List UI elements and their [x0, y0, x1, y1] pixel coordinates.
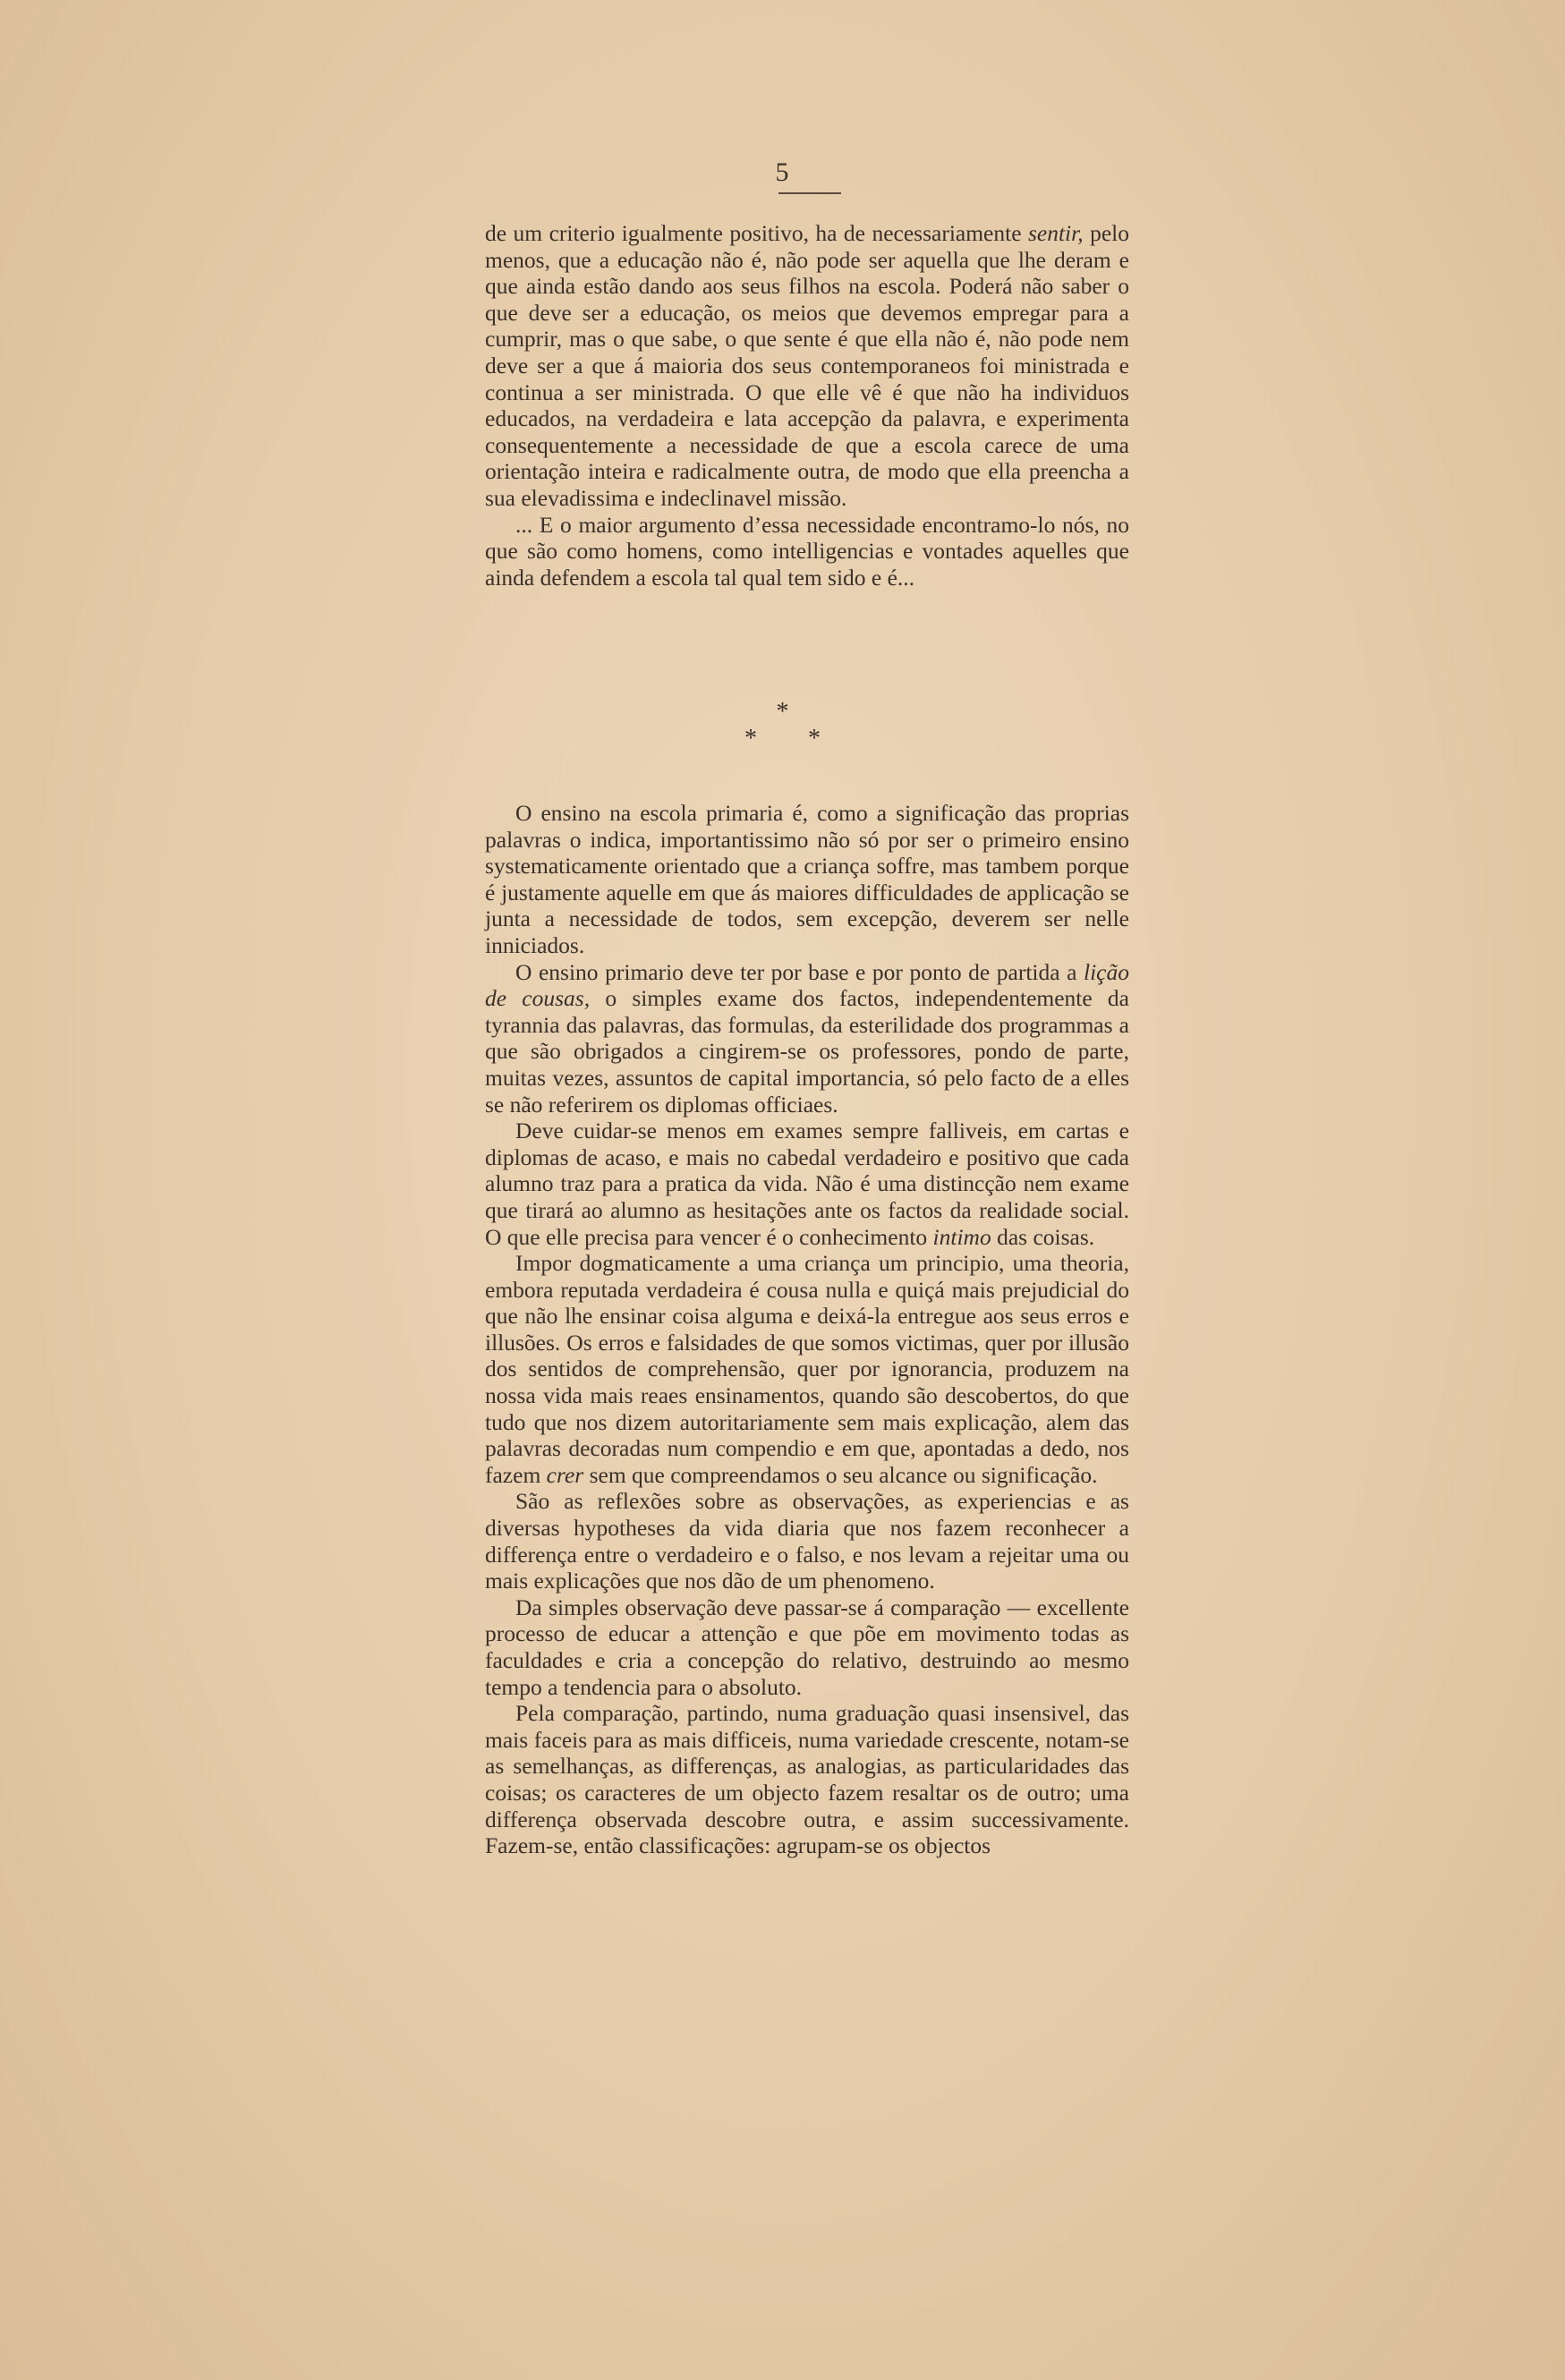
paragraph [485, 1118, 1129, 1250]
text-section-1 [485, 220, 1129, 591]
page-number: 5 [775, 157, 790, 187]
paragraph [485, 1250, 1129, 1488]
text-run: Da simples observação deve passar-se á comparação — excellente processo de educar a attenção e que põe em movimento todas as faculdades e cria a concepção do relativo, destruindo ao mesmo tempo a tendencia para o absoluto. [485, 1594, 1129, 1700]
text-run: Impor dogmaticamente a uma criança um principio, uma theoria, embora reputada verdadeira é cousa nulla e quiçá mais prejudicial do que não lhe ensinar coisa alguma e deixá-la entregue aos seus erros e illusões. Os erros e falsidades de que somos victimas, quer por illusão dos sentidos de comprehensão, quer por ignorancia, produzem na nossa vida mais reaes ensinamentos, quando são descobertos, do que tudo que nos dizem autoritariamente sem mais explicação, alem das palavras decoradas num compendio e em que, apontadas a dedo, nos fazem [485, 1250, 1129, 1488]
asterism-bottom: * * [744, 725, 821, 752]
text-run: ... E o maior argumento d’essa necessidade encontramo-lo nós, no que são como homens, como intelligencias e vontades aquelles que ainda defendem a escola tal qual tem sido e é... [485, 511, 1129, 591]
text-run: o simples exame dos factos, independentemente da tyrannia das palavras, das formulas, da esterilidade dos programmas a que são obrigados a cingirem-se os professores, pondo de parte, muitas vezes, assuntos de capital importancia, só pelo facto de a elles se não referirem os diplomas officiaes. [485, 985, 1129, 1118]
text-run: O ensino na escola primaria é, como a significação das proprias palavras o indica, importantissimo não só por ser o primeiro ensino systematicamente orientado que a criança soffre, mas tambem porque é justamente aquelle em que ás maiores difficuldades de applicação se junta a necessidade de todos, sem excepção, deverem ser nelle inniciados. [485, 800, 1129, 958]
text-run: pelo menos, que a educação não é, não pode ser aquella que lhe deram e que ainda estão dando aos seus filhos na escola. Poderá não saber o que deve ser a educação, os meios que devemos empregar para a cumprir, mas o que sabe, o que sente é que ella não é, não pode nem deve ser a que á maioria dos seus contemporaneos foi ministrada e continua a ser ministrada. O que elle vê é que não ha individuos educados, na verdadeira e lata accepção da palavra, e experimenta consequentemente a necessidade de que a escola carece de uma orientação inteira e radicalmente outra, de modo que ella preencha a sua elevadissima e indeclinavel missão. [485, 220, 1129, 511]
italic-text-run: lição de cousas, [485, 958, 1129, 1012]
paragraph [485, 1700, 1129, 1859]
text-run: Deve cuidar-se menos em exames sempre falliveis, em cartas e diplomas de acaso, e mais no cabedal verdadeiro e positivo que cada alumno traz para a pratica da vida. Não é uma distincção nem exame que tirará ao alumno as hesitações ante os factos da realidade social. O que elle precisa para vencer é o conhecimento [485, 1118, 1129, 1250]
text-section-2 [485, 800, 1129, 1859]
section-divider-asterism [0, 698, 1565, 752]
text-run: de um criterio igualmente positivo, ha de necessariamente [485, 220, 1028, 246]
asterism-top: * [776, 698, 789, 726]
paragraph [485, 220, 1129, 512]
text-run: sem que compreendamos o seu alcance ou significação. [583, 1461, 1098, 1488]
paragraph [485, 512, 1129, 591]
paragraph [485, 1488, 1129, 1594]
text-run: Pela comparação, partindo, numa graduação quasi insensivel, das mais faceis para as mais difficeis, numa variedade crescente, notam-se as semelhanças, as differenças, as analogias, as particularidades das coisas; os caracteres de um objecto fazem resaltar os de outro; uma differença observada descobre outra, e assim successivamente. Fazem-se, então classificações: agrupam-se os objectos [485, 1700, 1129, 1859]
italic-text-run: crer [546, 1461, 584, 1488]
text-run: São as reflexões sobre as observações, as experiencias e as diversas hypotheses da vida diaria que nos fazem reconhecer a differença entre o verdadeiro e o falso, e nos levam a rejeitar uma ou mais explicações que nos dão de um phenomeno. [485, 1488, 1129, 1594]
italic-text-run: sentir, [1027, 220, 1084, 246]
italic-text-run: intimo [932, 1223, 991, 1250]
text-run: das coisas. [991, 1223, 1095, 1250]
paragraph [485, 800, 1129, 959]
page-number-rule [778, 192, 841, 194]
paragraph [485, 1594, 1129, 1700]
paragraph [485, 959, 1129, 1118]
text-run: O ensino primario deve ter por base e por ponto de partida a [515, 958, 1084, 985]
